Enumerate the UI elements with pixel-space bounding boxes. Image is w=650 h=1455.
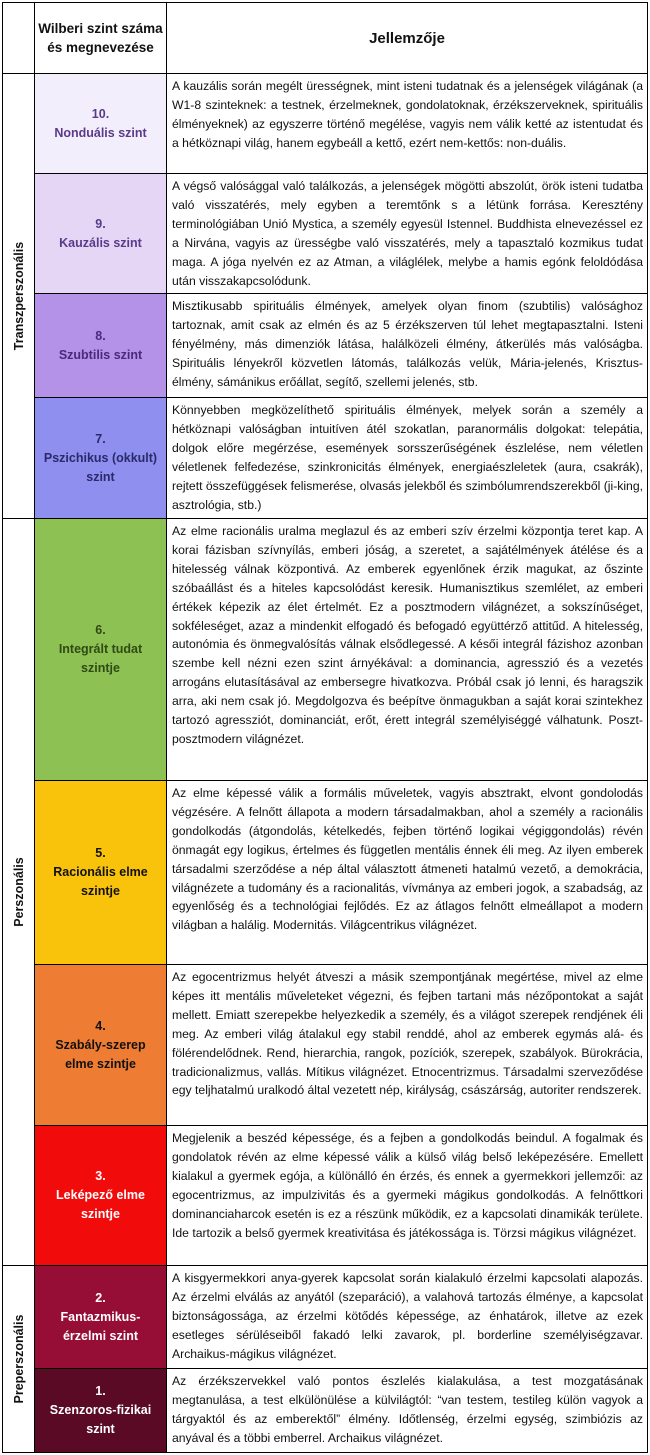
level-name: Racionális elme szintje bbox=[53, 865, 148, 898]
level-name: Szenzoros-fizikai szint bbox=[49, 1403, 152, 1436]
level-cell bbox=[35, 1266, 167, 1368]
level-cell bbox=[35, 294, 167, 397]
level-row-7 bbox=[35, 398, 647, 519]
level-row-10 bbox=[35, 74, 647, 174]
level-description: Az egocentrizmus helyét átveszi a másik szempontjának megértése, mivel az elme képes itt mentális műveleteket végezni, és fejben tartani más nézőpontokat a saját mellett. Emiatt szerepekbe helyezkedik a személy, és a világot szerepek rendjének éli meg. Az emberi világ átalakul egy stabil renddé, ahol az emberek egymás alá- és fölérendelődnek. Rend, hierarchia, rangok, pozíciók, szerepek, szabályok. Bürokrácia, tradicionalizmus, vallás. Mítikus világnézet. Etnocentrizmus. Társadalmi szerveződése egy teljhatalmú uralkodó által vezetett nép, királyság, császárság, autoriter rendszerek. bbox=[172, 970, 643, 1098]
level-row-4 bbox=[35, 965, 647, 1126]
level-number: 5. bbox=[95, 846, 106, 860]
level-number: 7. bbox=[95, 431, 106, 446]
level-number: 6. bbox=[95, 623, 106, 637]
level-name: Integrált tudat szintje bbox=[58, 642, 143, 675]
wilber-levels-table bbox=[2, 2, 648, 1453]
level-cell bbox=[35, 965, 167, 1125]
level-row-5 bbox=[35, 781, 647, 965]
level-name: Nonduális szint bbox=[54, 125, 147, 140]
level-description: Misztikusabb spirituális élmények, amelyek olyan finom (szubtilis) valósághoz tartoznak, amit csak az elmén és az 5 érzékszerven túl lehet megtapasztalni. Isteni fényélmény, más dimenziók látása, halálközeli élmény, átkerülés más valóságba. Spirituális lényekről közvetlen látomás, találkozás velük, Mária-jelenés, Krisztus-élmény, sámánikus erőállat, segítő, szellemi jelenés, stb. bbox=[172, 299, 643, 389]
level-number: 8. bbox=[95, 328, 106, 343]
group-label: Preperszonális bbox=[11, 1314, 26, 1404]
level-row-6 bbox=[35, 519, 647, 781]
level-cell bbox=[35, 398, 167, 518]
header-description-column: Jellemzője bbox=[167, 3, 647, 74]
level-cell bbox=[35, 781, 167, 964]
level-description: Az elme racionális uralma meglazul és az emberi szív érzelmi központja teret kap. A korai fázisban szívnyílás, emberi jóság, a szeretet, a sajátélmények átélése és a hitelesség válnak központivá. Az emberek egyenlőnek érzik magukat, az őszinte szóbaállást és a hiteles kapcsolódást keresik. Humanisztikus szemlélet, az emberi értékek képezik az élet értelmét. Ez a posztmodern világnézet, a sokszínűséget, sokféleséget, azaz a mindenkit elfogadó és befogadó együttérző attitűd. A hitelesség, autonómia és önmegvalósítás válnak elsődlegessé. A késői integrál fázishoz azonban szembe kell nézni ezen szint árnyékával: a dominancia, agresszió és a vezetés arrogáns elutasításával az embersegre hivatkozva. Próbál csak jó lenni, és haragszik arra, aki nem csak jó. Megdolgozva és beépítve önmagukban a saját korai szintekhez tartozó agressziót, dominanciát, erőt, érett integrál személyiséggé válhatunk. Poszt-posztmodern világnézet. bbox=[172, 524, 643, 746]
level-number: 4. bbox=[95, 1018, 106, 1033]
level-cell bbox=[35, 1126, 167, 1265]
header-corner-cell bbox=[3, 3, 35, 74]
level-description: Az elme képessé válik a formális műveletek, vagyis absztrakt, elvont gondolodás végzésére. A felnőtt állapota a modern társadalmakban, ahol a személy a racionális gondolkodás (átgondolás, kételkedés, fejben történő logikai végiggondolás) révén önmagát egy logikus, értelmes és független mentális énnek éli meg. Az ilyen emberek társadalmi szerződése a nép által választott átmeneti hatalmú vezető, a demokrácia, világnézete a tudomány és a racionalitás, vívmánya az emberi jogok, a szabadság, az egyenlőség és a technológiai fejlődés. Ez az átlagos felnőtt elmeállapot a modern világban a halálig. Modernitás. Világcentrikus világnézet. bbox=[172, 786, 643, 933]
level-number: 9. bbox=[95, 216, 106, 231]
level-description: A kisgyermekkori anya-gyerek kapcsolat során kialakuló érzelmi kapcsolati alapozás. Az érzelmi elválás az anyától (szeparáció), a valahová tartozás élménye, a kapcsolat biztonságossága, az érzelmi kötődés képessége, az énhatárok, illetve az ezek esetleges sérüléseiből fakadó lelki zavarok, pl. borderline személyiségzavar. Archaikus-mágikus világnézet. bbox=[172, 1271, 643, 1361]
level-row-8 bbox=[35, 294, 647, 398]
level-name: Szabály-szerep elme szintje bbox=[55, 1037, 146, 1071]
level-name: Pszichikus (okkult) szint bbox=[43, 450, 158, 484]
group-transpersonal bbox=[3, 74, 35, 519]
level-name: Szubtilis szint bbox=[58, 347, 143, 362]
level-name: Leképező elme szintje bbox=[56, 1188, 145, 1221]
level-number: 10. bbox=[91, 106, 110, 121]
group-label: Transzperszonális bbox=[11, 241, 26, 351]
level-name: Kauzális szint bbox=[59, 235, 142, 250]
level-row-9 bbox=[35, 174, 647, 294]
group-label: Perszonális bbox=[11, 857, 26, 927]
level-number: 2. bbox=[95, 1290, 106, 1305]
level-description: Az érzékszervekkel való pontos észlelés kialakulása, a test mozgatásának megtanulása, a test elkülönülése a külvilágtól: “van testem, testileg külön vagyok a tárgyaktól és az emberektől” élmény. Időtlenség, érzelmi egység, szimbiózis az anyával és a többi emberrel. Archaikus világnézet. bbox=[172, 1374, 643, 1445]
level-description: A végső valósággal való találkozás, a jelenségek mögötti abszolút, örök isteni tudatba való visszatérés, mely egyben a teremtőnk s a létünk forrása. Keresztény terminológiában Unió Mystica, a személy egyesül Istennel. Buddhista elnevezéssel ez a Nirvána, vagyis az ürességbe való visszatérés, mely a tapasztaló kozmikus tudat maga. A jóga nyelvén ez az Atman, a világlélek, melybe a hamis egónk feloldódása után visszakapcsolódunk. bbox=[172, 179, 643, 288]
group-personal bbox=[3, 519, 35, 1266]
level-cell bbox=[35, 174, 167, 293]
level-name: Fantazmikus-érzelmi szint bbox=[60, 1309, 141, 1343]
level-cell bbox=[35, 519, 167, 780]
level-cell bbox=[35, 74, 167, 173]
header-level-column: Wilberi szint száma és megnevezése bbox=[35, 3, 167, 74]
level-description: Könnyebben megközelíthető spirituális élmények, melyek során a személy a hétköznapi valóságban intuitíven átél szokatlan, paranormális dolgokat: telepátia, dolgok előre megérzése, események sorsszerűségének észlelése, nem véletlen véletlenek felfedezése, szinkronicitás élmények, energiaészleletek (aura, csakrák), rejtett összefüggések felismerése, olvasás jelekből és szimbólumrendszerekből (ji-king, asztrológia, stb.) bbox=[172, 403, 643, 512]
level-row-1 bbox=[35, 1369, 647, 1452]
level-description: Megjelenik a beszéd képessége, és a fejben a gondolkodás beindul. A fogalmak és gondolatok révén az elme képessé válik a külső világ belső leképezésére. Emellett kialakul a gyermek egója, a különálló én érzés, és ennek a gyermekkori jellemzői: az egocentrizmus, az impulzivitás és a gyermeki mágikus gondolkodás. A felnőttkori dominanciaharcok esetén is ez a részünk működik, ez a kapcsolati dinamikák területe. Ide tartozik a belső gyermek kreativitása és játékossága is. Törzsi mágikus világnézet. bbox=[172, 1131, 643, 1240]
group-prepersonal bbox=[3, 1266, 35, 1452]
level-description: A kauzális során megélt ürességnek, mint isteni tudatnak és a jelenségek világának (a W1-8 szinteknek: a testnek, érzelmeknek, gondolatoknak, érzékszerveknek, spirituális élményeknek) az egyszerre történő megélése, vagyis nem válik ketté az istentudat és a hétköznapi világ, hanem egybeáll a kettő, ezért nem-kettős: non-duális. bbox=[172, 79, 643, 150]
level-cell bbox=[35, 1369, 167, 1452]
level-number: 1. bbox=[95, 1384, 106, 1398]
level-row-2 bbox=[35, 1266, 647, 1369]
level-number: 3. bbox=[95, 1169, 106, 1183]
level-row-3 bbox=[35, 1126, 647, 1266]
